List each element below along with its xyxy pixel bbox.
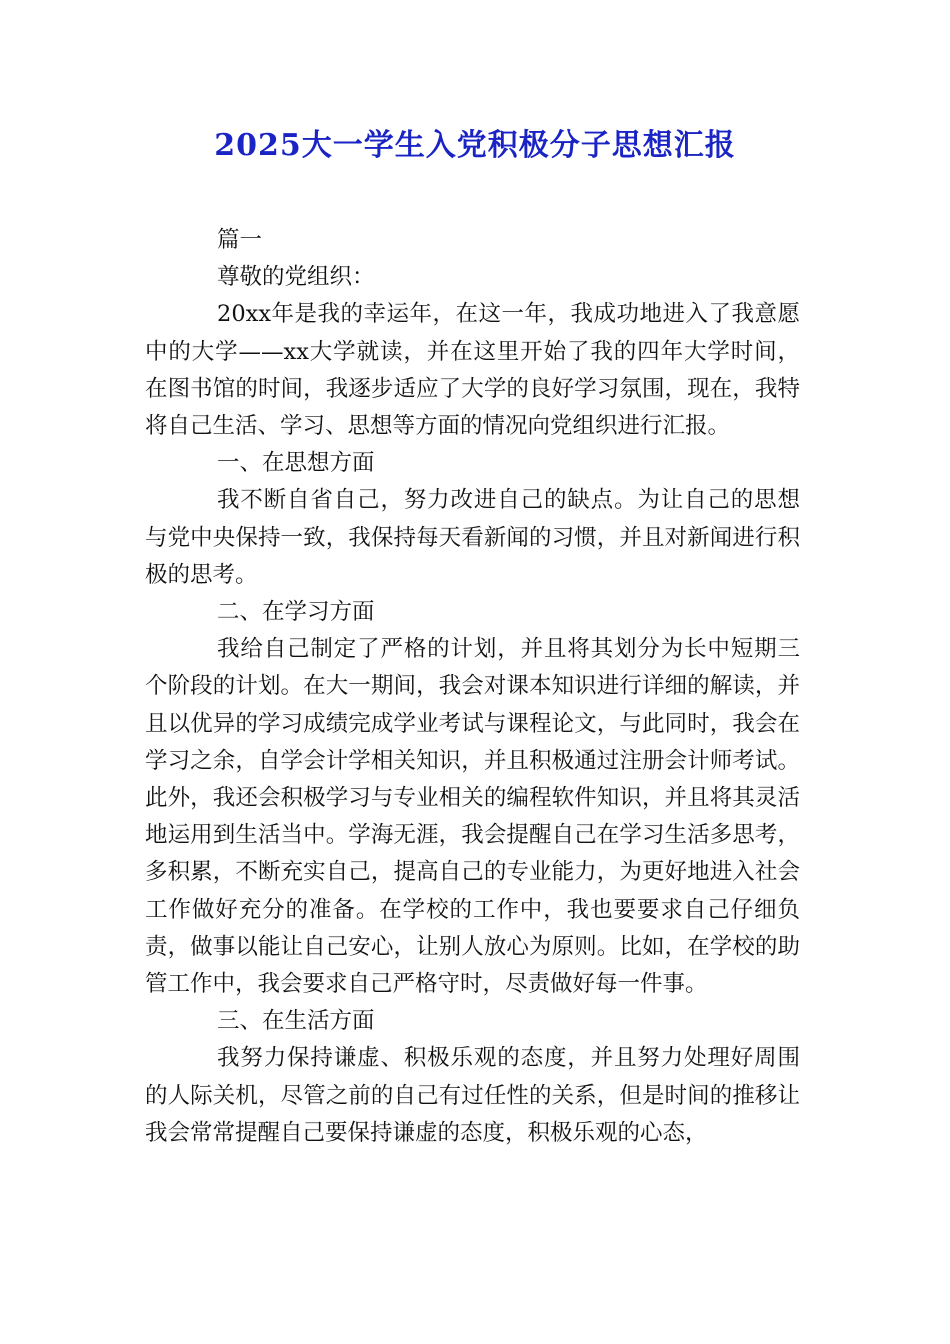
heading-life: 三、在生活方面 <box>217 1008 375 1035</box>
document-title: 2025大一学生入党积极分子思想汇报 <box>214 128 736 163</box>
salutation: 尊敬的党组织： <box>217 264 375 291</box>
section-label: 篇一 <box>217 227 263 253</box>
thought-paragraph: 我不断自省自己，努力改进自己的缺点。为让自己的思想与党中央保持一致，我保持每天看新闻的习惯，并且对新闻进行积极的思考。 <box>145 487 800 588</box>
heading-thought: 一、在思想方面 <box>217 450 375 477</box>
heading-study: 二、在学习方面 <box>217 599 375 626</box>
document-body <box>145 222 800 1152</box>
intro-paragraph: 20xx年是我的幸运年，在这一年，我成功地进入了我意愿中的大学——xx大学就读，并在这里开始了我的四年大学时间，在图书馆的时间，我逐步适应了大学的良好学习氛围，现在，我特将自己生活、学习、思想等方面的情况向党组织进行汇报。 <box>145 301 800 440</box>
study-paragraph: 我给自己制定了严格的计划，并且将其划分为长中短期三个阶段的计划。在大一期间，我会对课本知识进行详细的解读，并且以优异的学习成绩完成学业考试与课程论文，与此同时，我会在学习之余，自学会计学相关知识，并且积极通过注册会计师考试。此外，我还会积极学习与专业相关的编程软件知识，并且将其灵活地运用到生活当中。学海无涯，我会提醒自己在学习生活多思考，多积累，不断充实自己，提高自己的专业能力，为更好地进入社会工作做好充分的准备。在学校的工作中，我也要要求自己仔细负责，做事以能让自己安心，让别人放心为原则。比如，在学校的助管工作中，我会要求自己严格守时，尽责做好每一件事。 <box>145 636 800 998</box>
life-paragraph: 我努力保持谦虚、积极乐观的态度，并且努力处理好周围的人际关机，尽管之前的自己有过任性的关系，但是时间的推移让我会常常提醒自己要保持谦虚的态度，积极乐观的心态， <box>145 1045 800 1146</box>
